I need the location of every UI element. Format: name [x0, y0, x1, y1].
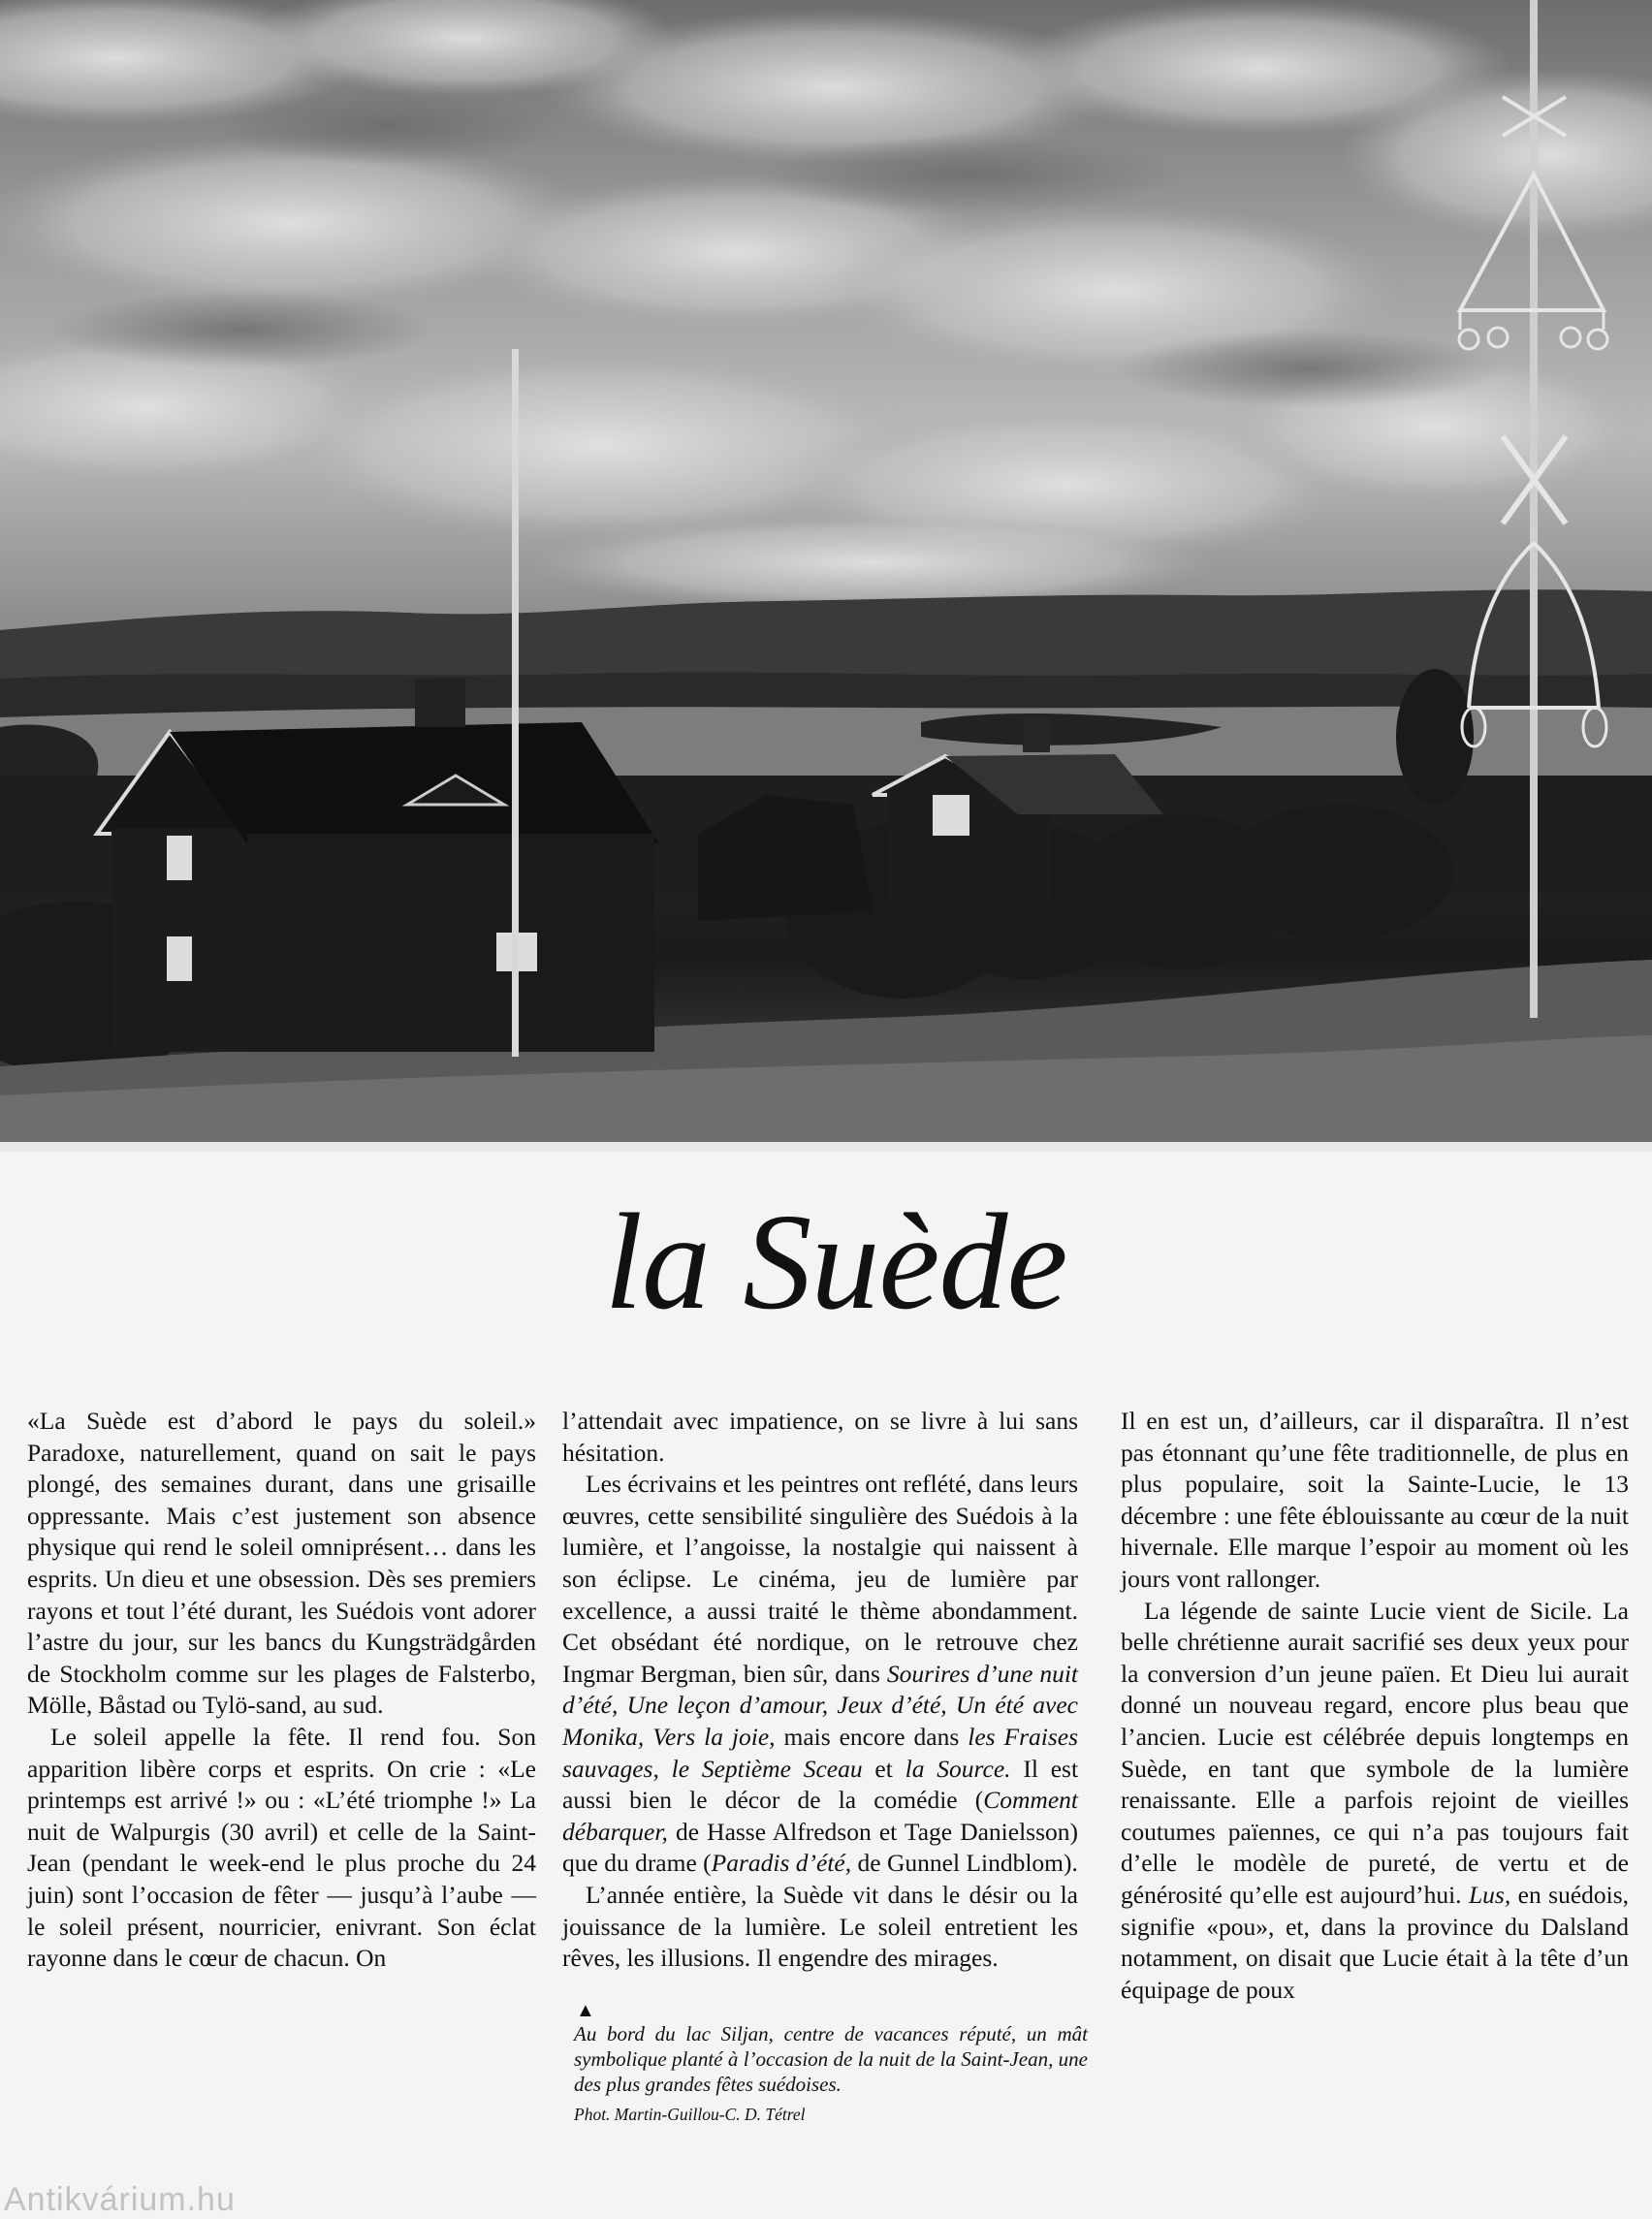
watermark: Antikvárium.hu — [4, 2181, 236, 2218]
text-column-2 — [562, 1406, 1078, 1975]
flagpole — [512, 349, 519, 1057]
paragraph: La légende de sainte Lucie vient de Sicile. La belle chrétienne aurait sacrifié ses deux yeux pour la conversion d’un jeune païen. Et Dieu lui aurait donné un nouveau regard, encore plus beau que l’ancien. Lucie est célébrée depuis longtemps en Suède, en tant que symbole de la lumière renaissante. Elle a parfois rejoint de vieilles coutumes païennes, ce qui n’a pas toujours fait d’elle le modèle de pureté, de vertu et de générosité qu’elle est aujourd’hui. Lus, en suédois, signifie «pou», et, dans la province du Dalsland notamment, on disait que Lucie était à la tête d’un équipage de poux — [1121, 1596, 1630, 2004]
paragraph: L’année entière, la Suède vit dans le désir ou la jouissance de la lumière. Le soleil entretient les rêves, les illusions. Il engendre des mirages. — [562, 1880, 1078, 1973]
caption-arrow-icon: ▲ — [576, 2000, 595, 2021]
paragraph: «La Suède est d’abord le pays du soleil.» Paradoxe, naturellement, quand on sait le pays plongé, des semaines durant, dans une grisaille oppressante. Mais c’est justement son absence physique qui rend le soleil omniprésent… dans les esprits. Un dieu et une obsession. Dès ses premiers rayons et tout l’été durant, les Suédois vont adorer l’astre du jour, sur les bancs du Kungsträdgården de Stockholm comme sur les plages de Falsterbo, Mölle, Båstad ou Tylö-sand, au sud. — [27, 1407, 536, 1720]
text-column-3 — [1121, 1406, 1629, 2006]
text-column-1 — [27, 1406, 536, 1975]
paragraph: l’attendait avec impatience, on se livre à lui sans hésitation. — [562, 1407, 1078, 1467]
clouds — [0, 0, 1652, 611]
paragraph: Les écrivains et les peintres ont reflété, dans leurs œuvres, cette sensibilité singulière des Suédois à la lumière, et l’angoisse, la nostalgie qui naissent à son éclipse. Le cinéma, jeu de lumière par excellence, a aussi traité le thème abondamment. Cet obsédant été nordique, on le retrouve chez Ingmar Bergman, bien sûr, dans Sourires d’une nuit d’été, Une leçon d’amour, Jeux d’été, Un été avec Monika, Vers la joie, mais encore dans les Fraises sauvages, le Septième Sceau et la Source. Il est aussi bien le décor de la comédie (Comment débarquer, de Hasse Alfredson et Tage Danielsson) que du drame (Paradis d’été, de Gunnel Lindblom). — [562, 1470, 1079, 1878]
paragraph: Il en est un, d’ailleurs, car il disparaîtra. Il n’est pas étonnant qu’une fête traditionnelle, de plus en plus populaire, soit la Sainte-Lucie, le 13 décembre : une fête éblouissante au cœur de la nuit hivernale. Elle marque l’espoir au moment où les jours vont rallonger. — [1121, 1407, 1629, 1593]
photo-caption — [574, 1999, 1088, 2128]
photo-divider — [0, 1142, 1652, 1152]
caption-text: Au bord du lac Siljan, centre de vacances réputé, un mât symbolique planté à l’occasion de la nuit de la Saint-Jean, une des plus grandes fêtes suédoises. — [574, 2022, 1088, 2096]
article-title: la Suède — [604, 1185, 1067, 1338]
main-house — [97, 679, 659, 1052]
paragraph: Le soleil appelle la fête. Il rend fou. Son apparition libère corps et esprits. On crie : «Le printemps est arrivé !» ou : «L’été triomphe !» La nuit de Walpurgis (30 avril) et celle de la Saint-Jean (pendant le week-end le plus proche du 24 juin) sont l’occasion de fêter — jusqu’à l’aube — le soleil présent, nourricier, enivrant. Son éclat rayonne dans le cœur de chacun. On — [27, 1722, 536, 1973]
photo-credit: Phot. Martin-Guillou-C. D. Tétrel — [574, 2105, 806, 2125]
